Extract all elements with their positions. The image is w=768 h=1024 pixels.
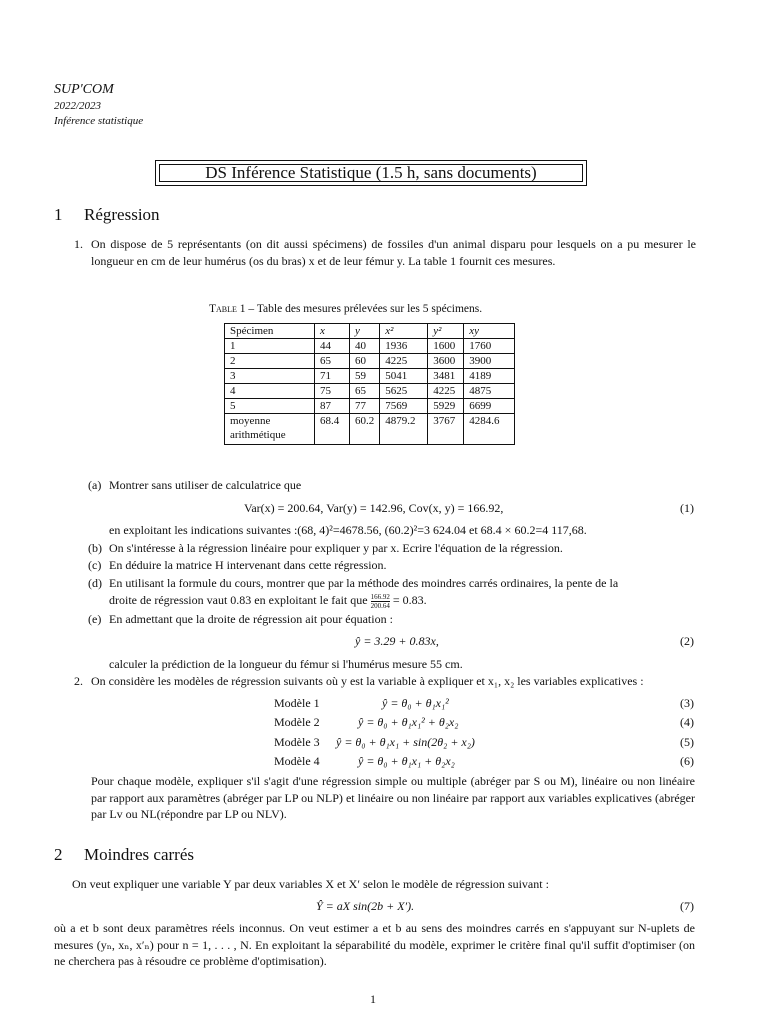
equation-1: Var(x) = 200.64, Var(y) = 142.96, Cov(x, y) = 166.92,	[244, 501, 504, 515]
equation-7-number: (7)	[680, 899, 694, 913]
qd-fraction-result: = 0.83.	[392, 593, 427, 607]
model-4-equation: ŷ = θ₀ + θ₁x₁ + θ₂x₂	[358, 754, 455, 768]
table-row	[225, 369, 515, 384]
section-1-title: Régression	[84, 205, 160, 224]
course-name: Inférence statistique	[54, 115, 144, 127]
table-header-cell: Spécimen	[225, 324, 315, 339]
table-cell: 77	[350, 399, 380, 414]
table-row	[225, 399, 515, 414]
table-cell: 71	[315, 369, 350, 384]
table-cell: 40	[350, 339, 380, 354]
qe-text: En admettant que la droite de régression ait pour équation :	[109, 612, 393, 626]
section-2-heading	[54, 845, 194, 865]
qd-text-line2-text: droite de régression vaut 0.83 en exploitant le fait que	[109, 593, 368, 607]
model-2-number: (4)	[680, 715, 694, 729]
qd-text-line1: En utilisant la formule du cours, montrer que par la méthode des moindres carrés ordinaires, la pente de la	[109, 576, 619, 590]
page-number: 1	[370, 992, 376, 1006]
section-2-intro: On veut expliquer une variable Y par deux variables X et X′ selon le modèle de régression suivant :	[72, 877, 549, 891]
section-2-title: Moindres carrés	[84, 845, 194, 864]
table-cell: 3900	[464, 354, 515, 369]
equation-2: ŷ = 3.29 + 0.83x,	[355, 634, 439, 648]
table-cell: 4225	[380, 354, 428, 369]
measurements-table	[224, 323, 515, 445]
table-cell: 3600	[428, 354, 464, 369]
model-4-name: Modèle 4	[274, 754, 320, 768]
model-4-number: (6)	[680, 754, 694, 768]
table-cell: 59	[350, 369, 380, 384]
table-cell: 60	[350, 354, 380, 369]
table-caption	[209, 303, 482, 315]
table-mean-row	[225, 414, 515, 445]
section-1-heading	[54, 205, 160, 225]
qa-hint: en exploitant les indications suivantes :(68, 4)²=4678.56, (60.2)²=3 624.04 et 68.4 × 60.2=4 117,68.	[109, 523, 587, 537]
table-cell: 7569	[380, 399, 428, 414]
table-row	[225, 354, 515, 369]
model-2-equation: ŷ = θ₀ + θ₁x₁² + θ₂x₂	[358, 715, 459, 729]
fraction-numerator: 166.92	[370, 592, 390, 601]
table-cell: 1936	[380, 339, 428, 354]
qb-label: (b)	[88, 541, 102, 555]
table-cell: 60.2	[350, 414, 380, 445]
table-cell: 4189	[464, 369, 515, 384]
table-cell: 5625	[380, 384, 428, 399]
table-row	[225, 339, 515, 354]
table-header-cell: y²	[428, 324, 464, 339]
qd-label: (d)	[88, 576, 102, 590]
table-header-cell: xy	[464, 324, 515, 339]
page-title: DS Inférence Statistique (1.5 h, sans documents)	[159, 164, 583, 182]
table-mean-label	[225, 414, 315, 445]
equation-2-number: (2)	[680, 634, 694, 648]
table-cell: 65	[315, 354, 350, 369]
equation-1-number: (1)	[680, 501, 694, 515]
model-3-equation: ŷ = θ₀ + θ₁x₁ + sin(2θ₂ + x₂)	[336, 735, 475, 749]
table-row	[225, 384, 515, 399]
qc-text: En déduire la matrice H intervenant dans cette régression.	[109, 558, 387, 572]
table-cell: 5041	[380, 369, 428, 384]
table-cell: 5929	[428, 399, 464, 414]
model-1-name: Modèle 1	[274, 696, 320, 710]
table-cell: 1	[225, 339, 315, 354]
table-cell: 87	[315, 399, 350, 414]
academic-year: 2022/2023	[54, 100, 102, 112]
mean-label-line1: moyenne	[230, 415, 271, 427]
q2-after: Pour chaque modèle, expliquer s'il s'agit d'une régression simple ou multiple (abréger par S ou M), linéaire ou non linéaire par rapport aux paramètres (abréger par LP ou NLP) et linéaire ou non linéaire par rapport aux variables explicatives (abréger par Lv ou NL(répondre par LP ou NLV).	[91, 774, 695, 821]
title-box	[155, 160, 587, 186]
table-cell: 44	[315, 339, 350, 354]
section-1-number: 1	[54, 205, 63, 224]
table-cell: 4879.2	[380, 414, 428, 445]
table-header-cell: y	[350, 324, 380, 339]
table-cell: 3	[225, 369, 315, 384]
equation-7: Ŷ = aX sin(2b + X′).	[316, 899, 415, 913]
school-name: SUP'COM	[54, 82, 114, 97]
table-cell: 68.4	[315, 414, 350, 445]
table-cell: 3481	[428, 369, 464, 384]
model-1-equation: ŷ = θ₀ + θ₁x₁²	[382, 696, 449, 710]
model-3-name: Modèle 3	[274, 735, 320, 749]
q1-text: On dispose de 5 représentants (on dit aussi spécimens) de fossiles d'un animal disparu pour lesquels on a pu mesurer le longueur en cm de leur humérus (os du bras) x et de leur fémur y. La table 1 fournit ces mesures.	[91, 237, 696, 268]
table-cell: 65	[350, 384, 380, 399]
table-header-row	[225, 324, 515, 339]
qc-label: (c)	[88, 558, 102, 572]
qd-fraction	[371, 593, 390, 610]
qd-text-line2	[109, 592, 427, 610]
section-2-body: où a et b sont deux paramètres réels inconnus. On veut estimer a et b au sens des moindres carrés en s'appuyant sur N-uplets de mesures (yₙ, xₙ, x′ₙ) pour n = 1, . . . , N. En exploitant la séparabilité du modèle, exprimer le critère final qu'il suffit d'optimiser (on ne cherchera pas à résoudre ce problème d'optimisation).	[54, 921, 695, 968]
table-cell: 4	[225, 384, 315, 399]
model-1-number: (3)	[680, 696, 694, 710]
q1-number: 1.	[74, 237, 83, 251]
q2-number: 2.	[74, 674, 83, 688]
table-cell: 4875	[464, 384, 515, 399]
table-cell: 75	[315, 384, 350, 399]
table-cell: 2	[225, 354, 315, 369]
qa-text: Montrer sans utiliser de calculatrice que	[109, 478, 302, 492]
fraction-denominator: 200.64	[370, 601, 390, 610]
table-cell: 5	[225, 399, 315, 414]
table-cell: 1760	[464, 339, 515, 354]
qe-after: calculer la prédiction de la longueur du fémur si l'humérus mesure 55 cm.	[109, 657, 463, 671]
table-caption-text: – Table des mesures prélevées sur les 5 spécimens.	[245, 303, 483, 315]
section-2-number: 2	[54, 845, 63, 864]
table-cell: 4284.6	[464, 414, 515, 445]
model-2-name: Modèle 2	[274, 715, 320, 729]
table-cell: 6699	[464, 399, 515, 414]
table-caption-label: Table 1	[209, 303, 246, 315]
qe-label: (e)	[88, 612, 102, 626]
table-cell: 3767	[428, 414, 464, 445]
table-cell: 4225	[428, 384, 464, 399]
qb-text: On s'intéresse à la régression linéaire pour expliquer y par x. Ecrire l'équation de la régression.	[109, 541, 563, 555]
q2-text: On considère les modèles de régression suivants où y est la variable à expliquer et x₁, x₂ les variables explicatives :	[91, 674, 644, 688]
table-header-cell: x	[315, 324, 350, 339]
model-3-number: (5)	[680, 735, 694, 749]
qa-label: (a)	[88, 478, 102, 492]
table-header-cell: x²	[380, 324, 428, 339]
table-cell: 1600	[428, 339, 464, 354]
mean-label-line2: arithmétique	[230, 429, 286, 441]
